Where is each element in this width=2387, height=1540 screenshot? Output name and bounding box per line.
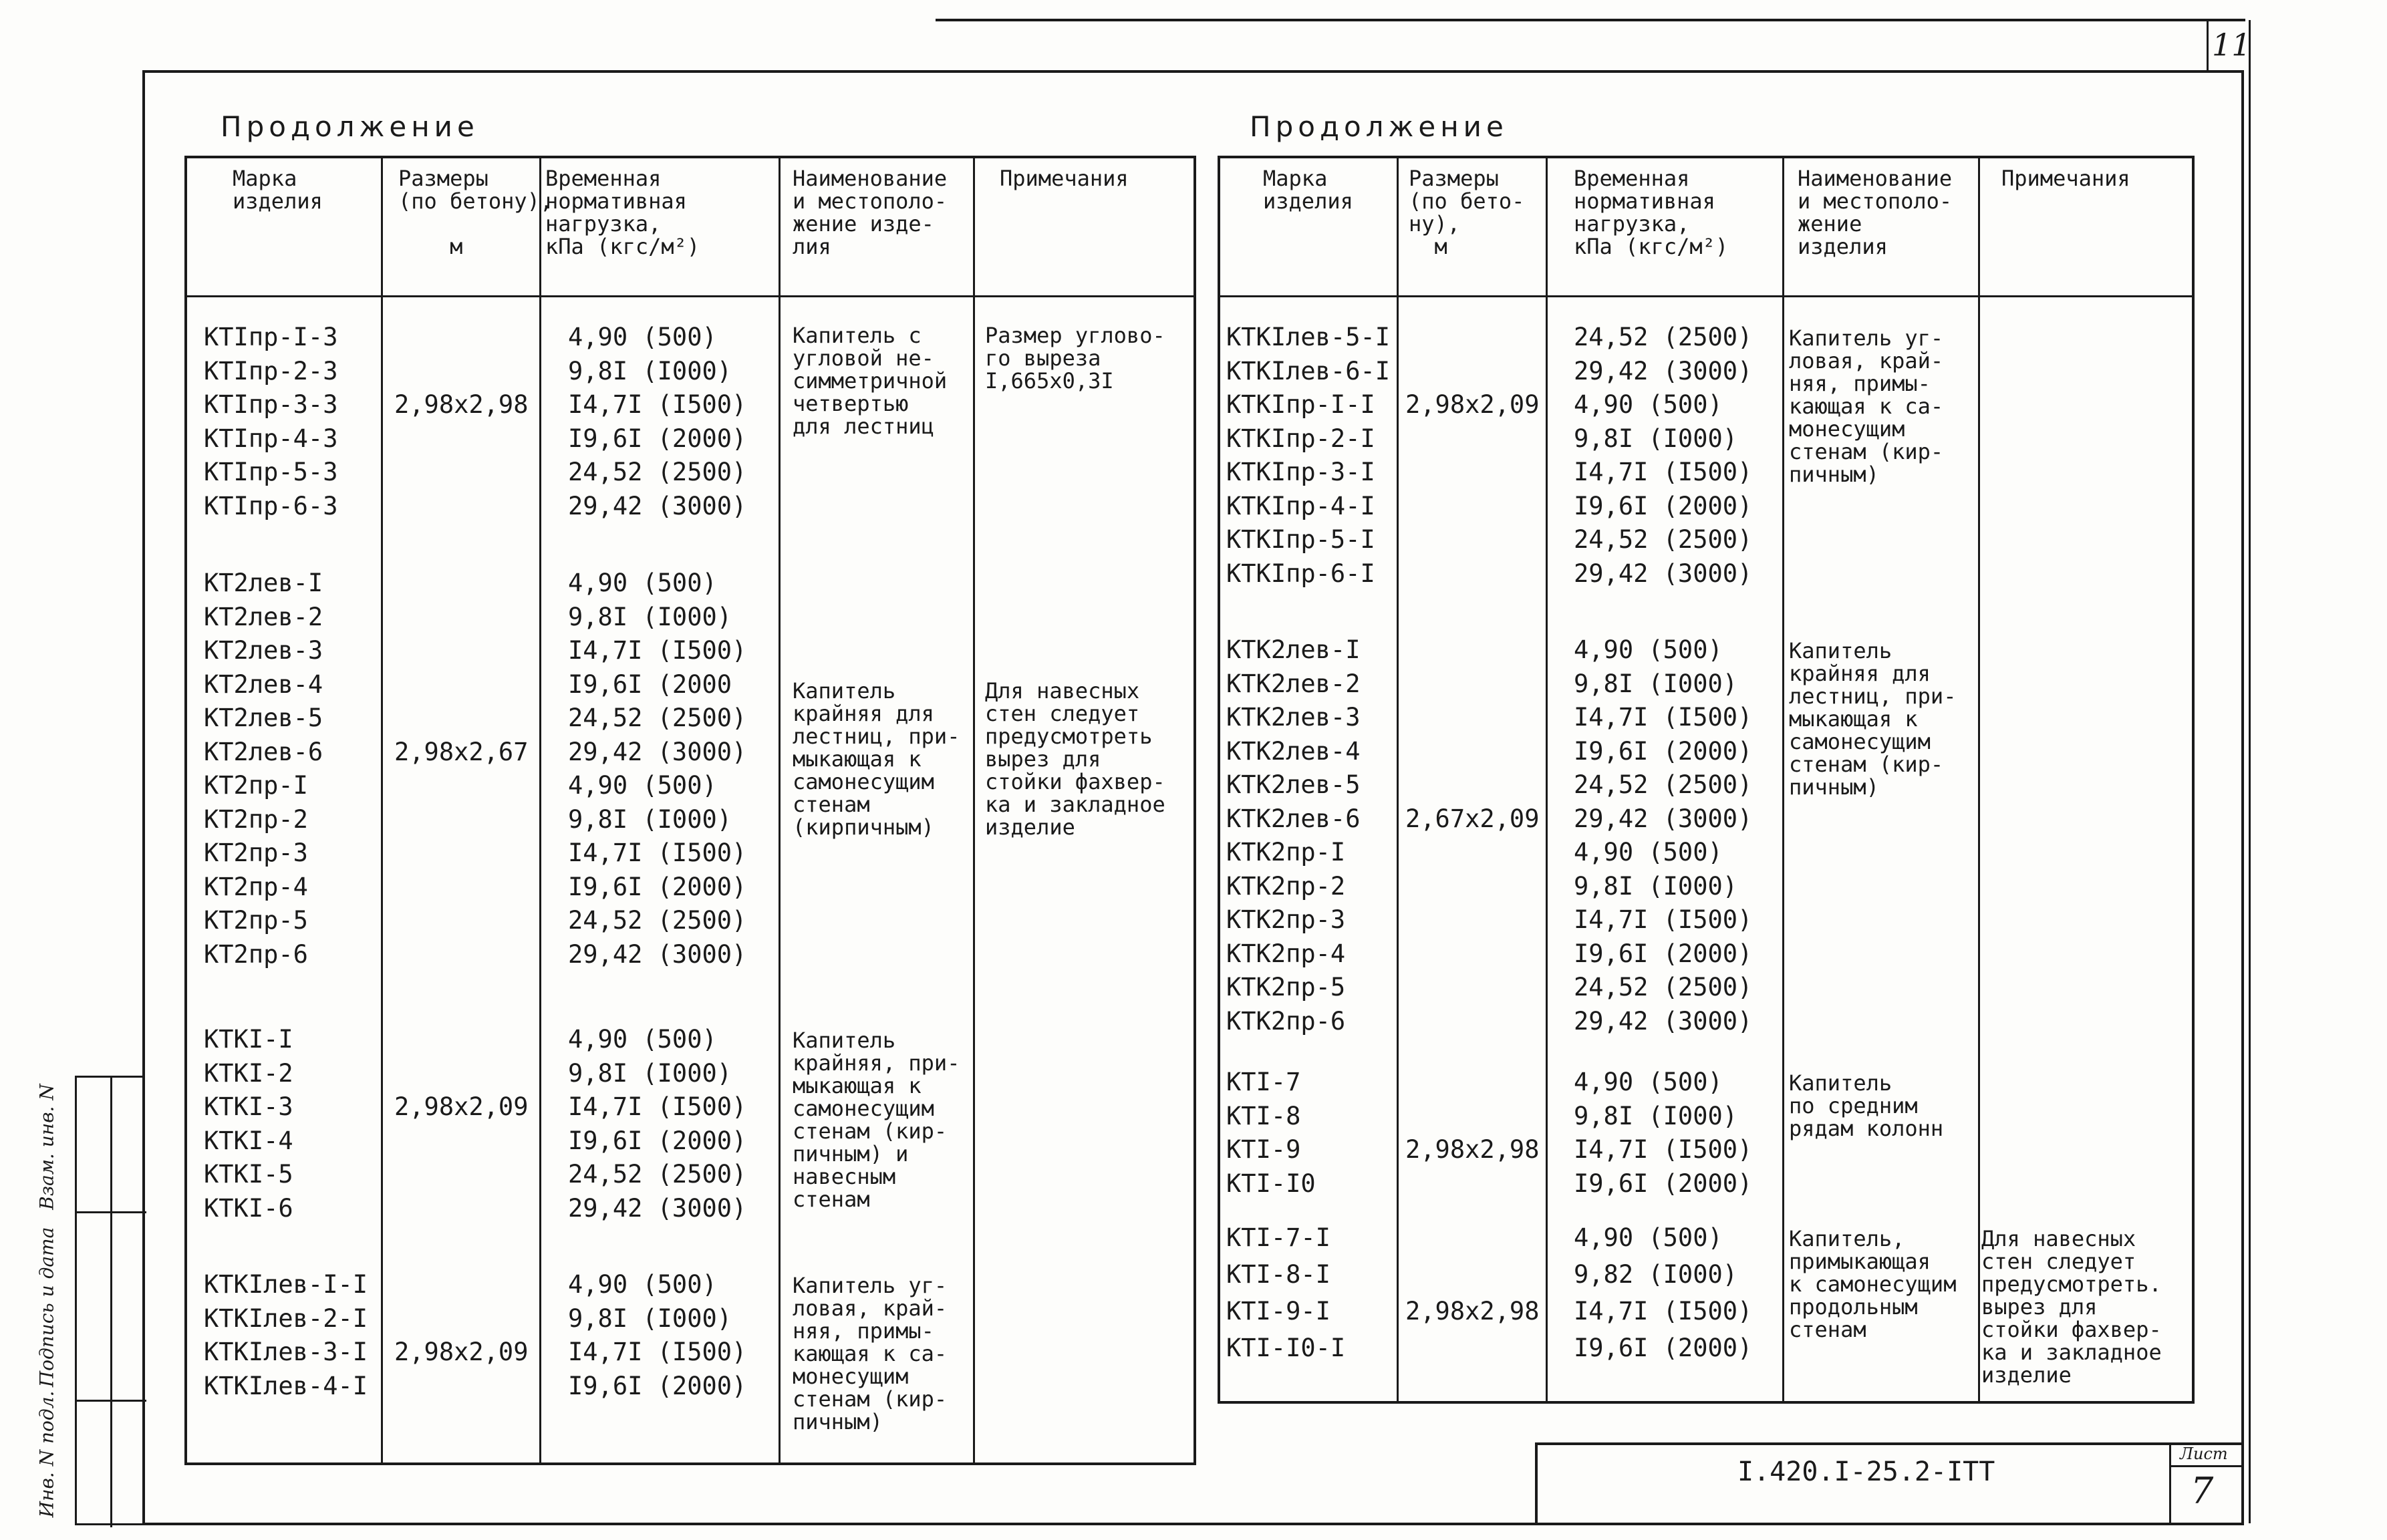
product-mark: КТКI-2 xyxy=(204,1058,293,1088)
product-mark: КТ2лев-4 xyxy=(204,669,323,699)
size-value: 2,98x2,98 xyxy=(394,390,529,419)
load-value: I4,7I (I500) xyxy=(568,390,747,419)
load-value: 9,8I (I000) xyxy=(568,804,732,834)
corner-sheet-number: 11 xyxy=(2212,27,2251,63)
load-value: 24,52 (2500) xyxy=(568,1160,747,1189)
side-label-signature: Подпись и дата xyxy=(35,1227,58,1388)
load-value: I4,7I (I500) xyxy=(568,1092,747,1121)
load-value: 24,52 (2500) xyxy=(568,458,747,486)
product-mark: КТКIпр-4-I xyxy=(1226,491,1375,520)
load-value: 9,82 (I000) xyxy=(1574,1260,1738,1289)
left-column-header: Наименование и местополо- жение изде- лия xyxy=(793,166,948,259)
product-mark: КТ2пр-4 xyxy=(204,872,308,901)
stamp-sheet-divider xyxy=(2169,1465,2243,1467)
load-value: 9,8I (I000) xyxy=(1574,1101,1738,1130)
product-mark: КТК2пр-4 xyxy=(1226,939,1346,968)
product-mark: КТКIлев-4-I xyxy=(204,1371,368,1400)
load-value: I9,6I (2000) xyxy=(568,872,747,901)
side-label-inventory: Инв. N подл. xyxy=(35,1390,58,1518)
left-heading: Продолжение xyxy=(221,110,479,143)
product-mark: КТКI-3 xyxy=(204,1092,293,1121)
load-value: 9,8I (I000) xyxy=(568,1058,732,1088)
stamp-left xyxy=(1535,1442,1538,1525)
product-mark: КТКIлев-3-I xyxy=(204,1338,368,1366)
product-mark: КТI-8 xyxy=(1226,1101,1301,1130)
load-value: 4,90 (500) xyxy=(1574,1068,1723,1096)
product-mark: КТI-I0 xyxy=(1226,1169,1316,1198)
product-mark: КТК2лев-5 xyxy=(1226,770,1361,799)
load-value: I4,7I (I500) xyxy=(1574,905,1753,934)
item-description: Капитель уг- ловая, край- няя, примы- кающая к са- монесущим стенам (кир- пичным) xyxy=(793,1273,948,1434)
stamp-divider xyxy=(2169,1442,2171,1525)
product-mark: КТКI-6 xyxy=(204,1193,293,1223)
load-value: 29,42 (3000) xyxy=(568,491,747,520)
size-value: 2,98x2,09 xyxy=(1405,390,1540,419)
product-mark: КТ2пр-6 xyxy=(204,939,308,969)
load-value: 4,90 (500) xyxy=(1574,635,1723,664)
item-note: Размер углово- го выреза I,665x0,3I xyxy=(985,323,1165,394)
product-mark: КТКIлев-5-I xyxy=(1226,323,1391,351)
left-column-header: Размеры (по бетону), м xyxy=(398,166,553,259)
product-mark: КТК2пр-5 xyxy=(1226,973,1346,1002)
product-mark: КТКIпр-6-I xyxy=(1226,559,1375,588)
product-mark: КТI-7-I xyxy=(1226,1223,1330,1252)
frame-right xyxy=(2241,70,2244,1525)
load-value: 29,42 (3000) xyxy=(568,1193,747,1223)
load-value: 24,52 (2500) xyxy=(568,906,747,935)
load-value: 29,42 (3000) xyxy=(568,737,747,766)
product-mark: КТКI-I xyxy=(204,1025,293,1054)
size-value: 2,98x2,09 xyxy=(394,1338,529,1366)
left-column-header: Марка изделия xyxy=(233,166,323,214)
load-value: 9,8I (I000) xyxy=(568,602,732,631)
frame-top xyxy=(142,70,2244,73)
load-value: 24,52 (2500) xyxy=(1574,973,1753,1002)
item-description: Капитель крайняя, при- мыкающая к самонесущим стенам (кир- пичным) и навесным стенам xyxy=(793,1028,960,1212)
item-note: Для навесных стен следует предусмотреть вырез для стойки фахвер- ка и закладное изделие xyxy=(985,677,1165,840)
load-value: I9,6I (2000 xyxy=(568,669,732,699)
product-mark: КТ2лев-6 xyxy=(204,737,323,766)
side-strip xyxy=(75,1076,144,1525)
load-value: I9,6I (2000) xyxy=(568,1371,747,1400)
load-value: I4,7I (I500) xyxy=(1574,703,1753,732)
sheet-label: Лист xyxy=(2180,1444,2228,1463)
product-mark: КТ2пр-I xyxy=(204,771,308,800)
sheet-number: 7 xyxy=(2191,1470,2214,1512)
load-value: I9,6I (2000) xyxy=(1574,491,1753,520)
product-mark: КТКIпр-5-I xyxy=(1226,525,1375,554)
product-mark: КТIпр-5-3 xyxy=(204,458,338,486)
load-value: 9,8I (I000) xyxy=(568,356,732,386)
product-mark: КТК2лев-6 xyxy=(1226,804,1361,833)
size-value: 2,98x2,09 xyxy=(394,1092,529,1121)
load-value: I4,7I (I500) xyxy=(1574,458,1753,486)
load-value: 9,8I (I000) xyxy=(568,1303,732,1333)
load-value: 4,90 (500) xyxy=(568,1025,717,1054)
load-value: 4,90 (500) xyxy=(568,771,717,800)
load-value: I4,7I (I500) xyxy=(1574,1135,1753,1164)
product-mark: КТIпр-3-3 xyxy=(204,390,338,419)
product-mark: КТК2пр-2 xyxy=(1226,871,1346,901)
right-column-header: Марка изделия xyxy=(1263,166,1353,214)
load-value: I9,6I (2000) xyxy=(1574,736,1753,766)
product-mark: КТКI-4 xyxy=(204,1126,293,1155)
product-mark: КТК2лев-2 xyxy=(1226,669,1361,698)
product-mark: КТIпр-4-3 xyxy=(204,424,338,453)
right-heading: Продолжение xyxy=(1250,110,1508,143)
product-mark: КТК2лев-I xyxy=(1226,635,1361,664)
product-mark: КТКIпр-2-I xyxy=(1226,424,1375,453)
product-mark: КТIпр-I-3 xyxy=(204,323,338,351)
load-value: I9,6I (2000) xyxy=(1574,939,1753,968)
right-column-header: Размеры (по бето- ну), м xyxy=(1409,166,1525,259)
load-value: 4,90 (500) xyxy=(568,569,717,597)
product-mark: КТК2пр-I xyxy=(1226,838,1346,867)
size-value: 2,98x2,67 xyxy=(394,737,529,766)
load-value: 4,90 (500) xyxy=(1574,390,1723,419)
product-mark: КТКIлев-6-I xyxy=(1226,356,1391,386)
product-mark: КТ2пр-5 xyxy=(204,906,308,935)
product-mark: КТI-9 xyxy=(1226,1135,1301,1164)
item-description: Капитель крайняя для лестниц, при- мыкающая к самонесущим стенам (кир- пичным) xyxy=(1789,638,1957,800)
side-label-replace: Взам. инв. N xyxy=(35,1084,58,1210)
product-mark: КТ2лев-3 xyxy=(204,636,323,665)
product-mark: КТК2лев-3 xyxy=(1226,703,1361,732)
left-column-header: Примечания xyxy=(1000,166,1129,191)
load-value: 4,90 (500) xyxy=(568,1270,717,1299)
product-mark: КТ2лев-2 xyxy=(204,602,323,631)
frame-right-outer xyxy=(2249,20,2251,1523)
load-value: 29,42 (3000) xyxy=(568,939,747,969)
load-value: 9,8I (I000) xyxy=(1574,669,1738,698)
stamp-top xyxy=(1535,1442,2243,1445)
product-mark: КТ2пр-2 xyxy=(204,804,308,834)
product-mark: КТКIлев-I-I xyxy=(204,1270,368,1299)
item-description: Капитель, примыкающая к самонесущим продольным стенам xyxy=(1789,1226,1957,1342)
product-mark: КТК2пр-6 xyxy=(1226,1006,1346,1036)
item-description: Капитель крайняя для лестниц, при- мыкающая к самонесущим стенам (кирпичным) xyxy=(793,677,960,840)
load-value: 4,90 (500) xyxy=(1574,1223,1723,1252)
product-mark: КТКIлев-2-I xyxy=(204,1303,368,1333)
product-mark: КТК2пр-3 xyxy=(1226,905,1346,934)
stamp-code: I.420.I-25.2-IТТ xyxy=(1737,1456,1995,1487)
item-note: Для навесных стен следует предусмотреть. вырез для стойки фахвер- ка и закладное изделие xyxy=(1981,1226,2162,1388)
product-mark: КТКIпр-3-I xyxy=(1226,458,1375,486)
load-value: 29,42 (3000) xyxy=(1574,804,1753,833)
product-mark: КТI-I0-I xyxy=(1226,1334,1346,1362)
item-description: Капитель по средним рядам колонн xyxy=(1789,1070,1944,1141)
load-value: I4,7I (I500) xyxy=(568,636,747,665)
left-column-header: Временная нормативная нагрузка, кПа (кгс/м²) xyxy=(545,166,700,259)
product-mark: КТ2лев-5 xyxy=(204,704,323,732)
load-value: I9,6I (2000) xyxy=(568,424,747,453)
load-value: I4,7I (I500) xyxy=(568,1338,747,1366)
product-mark: КТ2лев-I xyxy=(204,569,323,597)
top-stroke xyxy=(936,19,2245,21)
size-value: 2,67x2,09 xyxy=(1405,804,1540,833)
load-value: 9,8I (I000) xyxy=(1574,871,1738,901)
product-mark: КТК2лев-4 xyxy=(1226,736,1361,766)
load-value: 4,90 (500) xyxy=(1574,838,1723,867)
load-value: I9,6I (2000) xyxy=(1574,1334,1753,1362)
item-description: Капитель уг- ловая, край- няя, примы- кающая к са- монесущим стенам (кир- пичным) xyxy=(1789,325,1944,487)
frame-bottom xyxy=(142,1523,2244,1525)
load-value: 9,8I (I000) xyxy=(1574,424,1738,453)
load-value: I4,7I (I500) xyxy=(568,838,747,867)
load-value: 29,42 (3000) xyxy=(1574,1006,1753,1036)
product-mark: КТКI-5 xyxy=(204,1160,293,1189)
load-value: I4,7I (I500) xyxy=(1574,1297,1753,1326)
corner-box-left xyxy=(2207,20,2209,72)
load-value: I9,6I (2000) xyxy=(568,1126,747,1155)
product-mark: КТIпр-2-3 xyxy=(204,356,338,386)
load-value: 24,52 (2500) xyxy=(1574,770,1753,799)
load-value: 24,52 (2500) xyxy=(1574,323,1753,351)
product-mark: КТI-8-I xyxy=(1226,1260,1330,1289)
right-column-header: Примечания xyxy=(2001,166,2130,191)
product-mark: КТ2пр-3 xyxy=(204,838,308,867)
right-column-header: Наименование и местополо- жение изделия xyxy=(1798,166,1953,259)
right-column-header: Временная нормативная нагрузка, кПа (кгс/м²) xyxy=(1574,166,1729,259)
product-mark: КТI-7 xyxy=(1226,1068,1301,1096)
load-value: 4,90 (500) xyxy=(568,323,717,351)
load-value: 29,42 (3000) xyxy=(1574,559,1753,588)
product-mark: КТIпр-6-3 xyxy=(204,491,338,520)
item-description: Капитель с угловой не- симметричной четвертью для лестниц xyxy=(793,323,948,439)
size-value: 2,98x2,98 xyxy=(1405,1297,1540,1326)
product-mark: КТI-9-I xyxy=(1226,1297,1330,1326)
load-value: I9,6I (2000) xyxy=(1574,1169,1753,1198)
product-mark: КТКIпр-I-I xyxy=(1226,390,1375,419)
load-value: 24,52 (2500) xyxy=(1574,525,1753,554)
load-value: 24,52 (2500) xyxy=(568,704,747,732)
load-value: 29,42 (3000) xyxy=(1574,356,1753,386)
size-value: 2,98x2,98 xyxy=(1405,1135,1540,1164)
